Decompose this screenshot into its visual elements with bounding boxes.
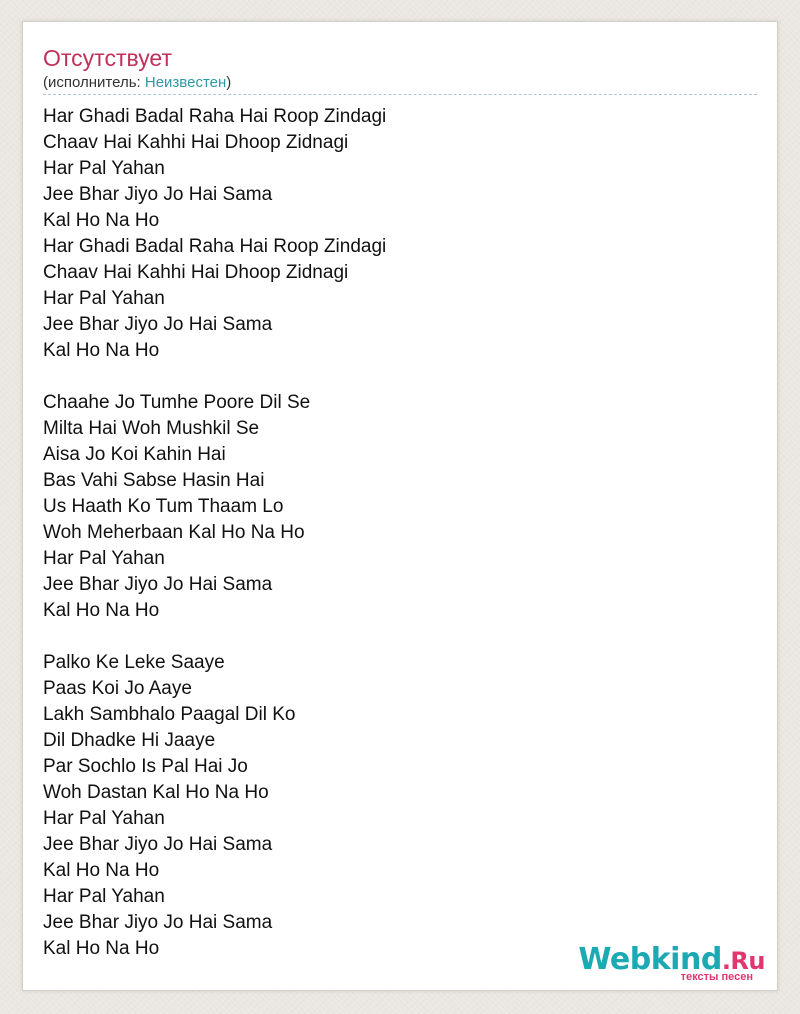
lyric-line: Aisa Jo Koi Kahin Hai: [43, 444, 226, 465]
artist-suffix: ): [226, 74, 232, 91]
artist-prefix: (исполнитель:: [43, 74, 145, 91]
lyric-line: Har Pal Yahan: [43, 158, 165, 179]
lyrics-stanza: [43, 650, 743, 962]
lyric-line: Kal Ho Na Ho: [43, 600, 160, 621]
lyrics-stanza: [43, 390, 743, 624]
lyrics-card: [22, 21, 778, 991]
logo-word: Webkind: [578, 942, 722, 977]
lyrics-stanza: [43, 104, 743, 364]
divider: [43, 94, 757, 95]
lyric-line: Har Ghadi Badal Raha Hai Roop Zindagi: [43, 236, 387, 257]
webkind-logo[interactable]: [573, 942, 773, 990]
lyric-line: Kal Ho Na Ho: [43, 938, 160, 959]
lyric-line: Jee Bhar Jiyo Jo Hai Sama: [43, 314, 273, 335]
lyric-line: Par Sochlo Is Pal Hai Jo: [43, 756, 248, 777]
lyric-line: Jee Bhar Jiyo Jo Hai Sama: [43, 184, 273, 205]
lyric-line: Har Pal Yahan: [43, 288, 165, 309]
logo-tagline: тексты песен: [680, 971, 753, 983]
logo-tld: .Ru: [721, 947, 765, 975]
lyric-line: Lakh Sambhalo Paagal Dil Ko: [43, 704, 296, 725]
lyric-line: Chaav Hai Kahhi Hai Dhoop Zidnagi: [43, 262, 349, 283]
lyrics-body: [43, 104, 743, 962]
lyric-line: Bas Vahi Sabse Hasin Hai: [43, 470, 265, 491]
lyric-line: Har Pal Yahan: [43, 886, 165, 907]
lyric-line: Har Pal Yahan: [43, 548, 165, 569]
lyric-line: Woh Meherbaan Kal Ho Na Ho: [43, 522, 305, 543]
lyric-line: Kal Ho Na Ho: [43, 860, 160, 881]
lyric-line: Us Haath Ko Tum Thaam Lo: [43, 496, 284, 517]
lyric-line: Jee Bhar Jiyo Jo Hai Sama: [43, 912, 273, 933]
lyric-line: Har Ghadi Badal Raha Hai Roop Zindagi: [43, 106, 387, 127]
artist-line: [43, 73, 231, 93]
lyric-line: Chaav Hai Kahhi Hai Dhoop Zidnagi: [43, 132, 349, 153]
lyric-line: Woh Dastan Kal Ho Na Ho: [43, 782, 269, 803]
lyric-line: Chaahe Jo Tumhe Poore Dil Se: [43, 392, 311, 413]
lyric-line: Kal Ho Na Ho: [43, 340, 160, 361]
lyric-line: Kal Ho Na Ho: [43, 210, 160, 231]
lyric-line: Milta Hai Woh Mushkil Se: [43, 418, 260, 439]
lyric-line: Dil Dhadke Hi Jaaye: [43, 730, 216, 751]
lyric-line: Jee Bhar Jiyo Jo Hai Sama: [43, 574, 273, 595]
lyric-line: Paas Koi Jo Aaye: [43, 678, 192, 699]
lyric-line: Har Pal Yahan: [43, 808, 165, 829]
song-title: Отсутствует: [43, 45, 172, 71]
lyric-line: Jee Bhar Jiyo Jo Hai Sama: [43, 834, 273, 855]
lyric-line: Palko Ke Leke Saaye: [43, 652, 225, 673]
artist-link[interactable]: Неизвестен: [144, 74, 227, 91]
